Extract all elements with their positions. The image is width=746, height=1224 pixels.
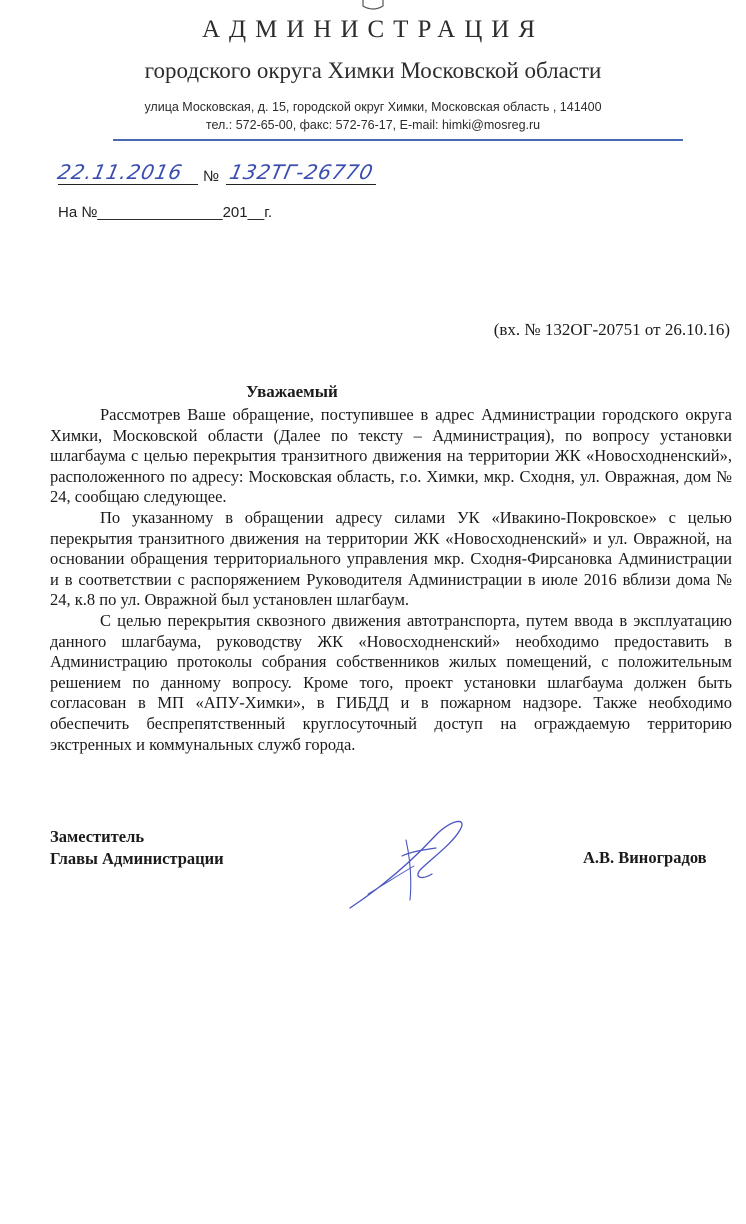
crest-icon bbox=[360, 0, 386, 10]
number-underline bbox=[226, 184, 376, 185]
letter-body bbox=[50, 405, 732, 755]
body-paragraph: По указанному в обращении адресу силами УК «Ивакино-Покровское» с целью перекрытия транзитного движения на территории ЖК «Новосходненский» и ул. Овражной, на основании обращения территориального управления мкр. Сходня-Фирсановка Администрации и в соответствии с распоряжением Руководителя Администрации в июле 2016 вблизи дома № 24, к.8 по ул. Овражной был установлен шлагбаум. bbox=[50, 507, 732, 610]
position-line: Заместитель bbox=[50, 827, 145, 846]
address-line: улица Московская, д. 15, городской округ Химки, Московская область , 141400 bbox=[144, 100, 602, 114]
body-paragraph: Рассмотрев Ваше обращение, поступившее в адрес Администрации городского округа Химки, Московской области (Далее по тексту – Администрация), по вопросу установки шлагбаума с целью перекрытия транзитного движения на территории ЖК «Новосходненский», расположенного по адресу: Московская область, г.о. Химки, мкр. Сходня, ул. Овражная, дом № 24, сообщаю следующее. bbox=[50, 405, 732, 507]
salutation: Уважаемый bbox=[246, 382, 338, 401]
handwritten-signature bbox=[340, 808, 490, 918]
body-paragraph: С целью перекрытия сквозного движения автотранспорта, путем ввода в эксплуатацию данного шлагбаума, руководству ЖК «Новосходненский» необходимо предоставить в Администрацию протоколы собрания собственников жилых помещений, с положительным решением по данному вопросу. Кроме того, проект установки шлагбаума должен быть согласован в МП «АПУ-Химки», в ГИБДД и в пожарном надзоре. Также необходимо обеспечить беспрепятственный круглосуточный доступ на ограждаемую территорию экстренных и коммунальных служб города. bbox=[50, 610, 732, 754]
position-line: Главы Администрации bbox=[50, 849, 224, 868]
signatory-name: А.В. Виноградов bbox=[583, 848, 707, 867]
registration-number-label: № bbox=[203, 168, 220, 185]
registration-date: 22.11.2016 bbox=[55, 160, 186, 184]
reference-line: На №_______________201__г. bbox=[58, 204, 273, 221]
date-underline bbox=[58, 184, 198, 185]
organization-subtitle: городского округа Химки Московской области bbox=[144, 58, 602, 83]
registration-number: 132ТГ-26770 bbox=[227, 160, 376, 184]
incoming-reference: (вх. № 132ОГ-20751 от 26.10.16) bbox=[493, 320, 730, 339]
signatory-position bbox=[50, 826, 224, 870]
header-divider bbox=[113, 139, 683, 141]
registration-line bbox=[55, 160, 398, 192]
organization-address bbox=[0, 98, 746, 134]
organization-title: АДМИНИСТРАЦИЯ bbox=[202, 16, 544, 43]
contacts-line: тел.: 572-65-00, факс: 572-76-17, E-mail: himki@mosreg.ru bbox=[205, 118, 541, 132]
